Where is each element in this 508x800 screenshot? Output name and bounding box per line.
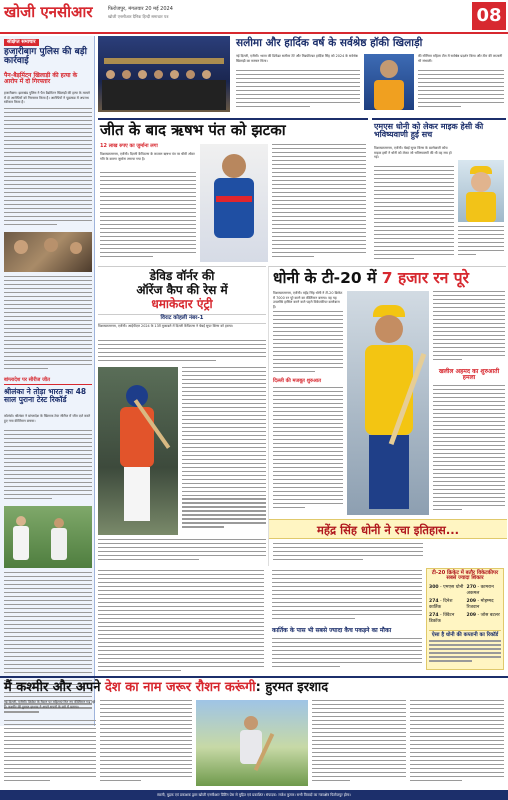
kashmir-headline-pre: मैं कश्मीर और अपने	[4, 680, 101, 695]
hockey-player-photo	[364, 54, 414, 110]
warner-headline-bottom: धमाकेदार एंट्री	[151, 297, 213, 311]
pant-text-lines-2	[272, 144, 366, 262]
dhoni-text-lines	[273, 311, 343, 377]
keeper-record-list	[429, 585, 501, 625]
keeper-record-item: 300 - एमएस धोनी	[429, 584, 464, 590]
dhoni-photo	[347, 291, 429, 515]
subline: खोजी एनसीआर दैनिक हिन्दी समाचार पत्र	[108, 14, 169, 19]
records-section	[268, 566, 506, 674]
warner-text-lines-2	[182, 367, 266, 535]
keeper-box-title: टी-20 क्रिकेट में बतौर विकेटकीपर सबसे ज्यादा शिकार	[431, 570, 499, 582]
hockey-text-lines-2	[418, 70, 504, 110]
records-text-lines-2	[272, 638, 422, 672]
warner-story	[98, 266, 266, 566]
warner-byline: विराट कोहली नंबर-1	[98, 314, 266, 324]
sidebar-kicker: संक्षिप्त समाचार	[4, 39, 39, 46]
keeper-record-item: 270 - कामरान अकमल	[466, 584, 494, 596]
sidebar-text-lines-2	[4, 276, 92, 372]
records-side-title: कार्तिक के पास भी सबसे ज्यादा कैच पकड़ने का मौका	[272, 627, 392, 634]
captaincy-title: ऐसा है धोनी की कप्तानी का रिकॉर्ड	[429, 630, 501, 638]
kashmir-story	[0, 676, 508, 790]
dhoni-text-lines-4	[433, 385, 505, 515]
sidebar-subhead: पैन-बैड़मिंटन खिलाड़ी की हत्या के आरोप में दो गिरफ्तार	[4, 72, 78, 86]
hockey-body-right: की सीनियर महिला टीम में सर्वश्रेष्ठ प्रदर्शन किया और टीम की कप्तानी भी संभाली।	[418, 54, 503, 63]
pant-photo	[200, 144, 268, 262]
pant-byline: 12 लाख रुपए का जुर्माना लगा	[100, 143, 158, 149]
sidebar-cricket-photo	[4, 506, 92, 568]
dhoni-headline	[273, 270, 505, 286]
keeper-record-item: 209 - मोहम्मद रिजवान	[466, 598, 494, 610]
dhoni-headline-num: 7 हजार रन पूरे	[381, 269, 469, 287]
warner-text-lines	[98, 340, 266, 364]
dhoni-side-caption: खलील अहमद का शुरुआती हमला	[438, 368, 500, 382]
keeper-record-item: 274 - क्विंटन डिकॉक	[429, 612, 455, 624]
hockey-group-photo	[98, 36, 230, 112]
sidebar	[0, 36, 95, 726]
keeper-record-box	[426, 568, 504, 670]
kashmir-text-lines-3	[312, 700, 406, 786]
page-number: 08	[472, 2, 506, 30]
dhoni-body: विशाखापत्तनम, एजेंसी। महेंद्र सिंह धोनी ने टी-20 क्रिकेट में 7000 रन पूरे करने का कीर्तिमान बनाया। वह यह उपलब्धि हासिल करने वाले पहले विकेटकीपर बल्लेबाज हैं।	[273, 291, 343, 309]
dhoni-story	[268, 266, 506, 566]
pant-story	[98, 118, 368, 264]
dhoni-text-lines-2	[273, 387, 343, 515]
warner-text-lines-3	[98, 539, 266, 565]
dateline: फिरोजपुर, मंगलवार 20 मई 2024	[108, 6, 173, 12]
footer-imprint: स्वामी, मुद्रक एवं प्रकाशक द्वारा खोजी एनसीआर प्रिंटिंग प्रेस से मुद्रित एवं प्रकाशित। संपादक: राजेश कुमार। सभी विवादों का न्यायक्षेत्र फिरोजपुर होगा।	[0, 790, 508, 800]
warner-photo	[98, 367, 178, 535]
pant-text-lines	[100, 172, 196, 262]
pant-body: विशाखापत्तनम, एजेंसी। दिल्ली कैपिटल्स के कप्तान ऋषभ पंत पर धीमी ओवर गति के कारण जुर्माना लगाया गया है।	[100, 152, 195, 161]
kashmir-text-lines	[4, 720, 96, 786]
sidebar-text-lines	[4, 108, 92, 228]
hockey-text-lines	[236, 70, 360, 110]
sidebar-photo	[4, 232, 92, 272]
sidebar-second-headline: श्रीलंका ने तोड़ा भारत का 48 साल पुराना टेस्ट रिकॉर्ड	[4, 387, 87, 404]
captaincy-text-lines	[429, 640, 501, 666]
warner-headline-mid: ऑरेंज कैप की रेस में	[136, 283, 228, 297]
brand-name: खोजी एनसीआर	[4, 3, 93, 21]
kashmir-body: नई दिल्ली, एजेंसी। क्रिकेट के मैदान पर महिलाएं नित नए कीर्तिमान गढ़ रही हैं। कश्मीर की हुरमत इरशाद ने अपने सपनों के बारे में बताया।	[4, 700, 96, 709]
dhoni-text-lines-3	[433, 291, 505, 367]
dhoni-subhead: दिल्ली की मजबूत शुरुआत	[273, 378, 322, 384]
pant-headline: जीत के बाद ऋषभ पंत को झटका	[100, 121, 286, 139]
kashmir-text-lines-2	[100, 700, 192, 786]
hockey-headline: सलीमा और हार्दिक वर्ष के सर्वश्रेष्ठ हॉकी खिलाड़ी	[236, 37, 423, 49]
sidebar-text-lines-3	[4, 430, 92, 502]
sidebar-body: हजारीबाग। झारखंड पुलिस ने पैरा बैडमिंटन खिलाड़ी की हत्या के मामले में दो आरोपियों को गिरफ्तार किया है। आरोपियों ने पूछताछ में अपराध स्वीकार किया है।	[4, 91, 90, 105]
warner-body: विशाखापत्तनम, एजेंसी। आईपीएल 2024 के 13वें मुकाबले में दिल्ली कैपिटल्स ने चेन्नई सुपर किंग्स को हराया।	[98, 324, 234, 328]
sidebar-second-kicker: बांग्लादेश पर सीरीज जीत	[4, 378, 92, 385]
hockey-story	[98, 36, 506, 116]
records-text-lines	[272, 570, 422, 626]
kashmir-photo	[196, 700, 308, 786]
dhoni-headline-pre: धोनी के टी-20 में	[273, 269, 377, 287]
keeper-record-item: 274 - दिनेश कार्तिक	[429, 598, 453, 610]
sidebar-headline: हजारीबाग पुलिस की बड़ी कार्रवाई	[4, 47, 87, 67]
hussey-text-lines	[374, 166, 454, 262]
kashmir-headline	[4, 681, 504, 695]
hussey-headline: एमएस धोनी को लेकर माइक हेसी की भविष्यवाणी हुई सच	[374, 122, 484, 140]
kashmir-headline-post: : हुरमत इरशाद	[255, 680, 329, 695]
hussey-text-lines-2	[458, 226, 504, 262]
dhoni-text-lines-5	[273, 543, 423, 565]
kashmir-headline-mid: देश का नाम जरूर रौशन करूंगी	[105, 680, 256, 695]
masthead	[0, 0, 508, 34]
warner-continued-lines	[98, 570, 264, 674]
keeper-record-item: 209 - जोस बटलर	[466, 612, 500, 618]
hussey-photo	[458, 160, 504, 222]
kashmir-text-lines-4	[410, 700, 504, 786]
hussey-story	[372, 118, 506, 264]
dhoni-banner: महेंद्र सिंह धोनी ने रचा इतिहास...	[269, 519, 507, 539]
sidebar-second-body: कोलंबो। श्रीलंका ने बांग्लादेश के खिलाफ टेस्ट सीरीज में जीत दर्ज करते हुए नया कीर्तिमान बनाया।	[4, 414, 91, 423]
hockey-body-left: नई दिल्ली, एजेंसी। भारत की डिफेंडर सलीमा टेटे और मिडफील्डर हार्दिक सिंह को 2024 के सर्वश्रेष्ठ खिलाड़ी का सम्मान मिला।	[236, 54, 358, 63]
warner-headline-top: डेविड वॉर्नर की	[149, 269, 215, 283]
hussey-body: विशाखापत्तनम, एजेंसी। चेन्नई सुपर किंग्स के बल्लेबाजी कोच माइक हसी ने धोनी को लेकर जो भविष्यवाणी की थी वह सच हो गई।	[374, 146, 452, 160]
